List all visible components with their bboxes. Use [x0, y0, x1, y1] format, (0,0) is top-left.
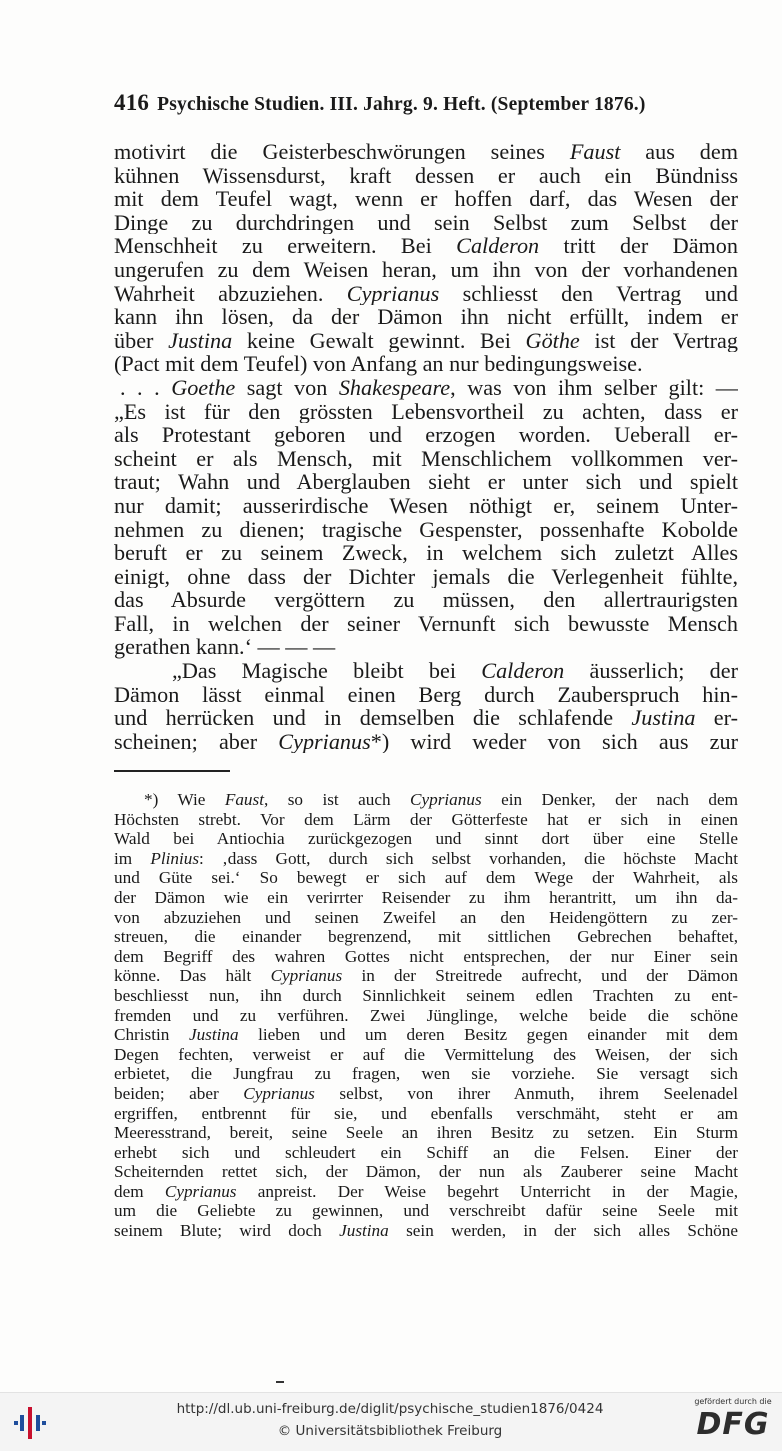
footnote-line: der Dämon wie ein verirrter Reisender zu ihm herantritt, um ihn da-: [114, 887, 738, 907]
text-line: gerathen kann.‘ — — —: [114, 635, 336, 660]
text-line: traut; Wahn und Aberglauben sieht er unter sich und spielt: [114, 470, 738, 494]
footnote-line: erhebt sich und schleudert ein Schiff an die Felsen. Einer der: [114, 1142, 738, 1162]
footnote-line: beschliesst nun, ihn durch Sinnlichkeit seinem edlen Trachten zu ent-: [114, 985, 738, 1005]
text-line: Menschheit zu erweitern. Bei Calderon tritt der Dämon: [114, 234, 738, 258]
running-title: Psychische Studien. III. Jahrg. 9. Heft. (September 1876.): [157, 94, 646, 115]
text-line: scheinen; aber Cyprianus*) wird weder von sich aus zur: [114, 729, 738, 754]
footnote-line: könne. Das hält Cyprianus in der Streitrede aufrecht, und der Dämon: [114, 966, 738, 986]
footnote-line: beiden; aber Cyprianus selbst, von ihrer Anmuth, ihrem Seelenadel: [114, 1083, 738, 1103]
text-line: beruft er zu seinem Zweck, in welchem sich zuletzt Alles: [114, 541, 738, 565]
main-text: [114, 140, 738, 753]
footnote-line: ergriffen, entbrennt für sie, und ebenfalls verschmäht, steht er am: [114, 1103, 738, 1123]
text-line: über Justina keine Gewalt gewinnt. Bei Göthe ist der Vertrag: [114, 328, 738, 353]
text-line: (Pact mit dem Teufel) von Anfang an nur bedingungsweise.: [114, 352, 643, 376]
footnote-line: erbietet, die Jungfrau zu fragen, wen sie vorziehe. Sie versagt sich: [114, 1064, 738, 1084]
copyright-notice: © Universitätsbibliothek Freiburg: [277, 1423, 503, 1439]
footnote-line: im Plinius: ‚dass Gott, durch sich selbst vorhanden, die höchste Macht: [114, 848, 738, 868]
page-mark: [276, 1381, 284, 1383]
footnote-line: um die Geliebte zu gewinnen, und verschreibt dafür seine Seele mit: [114, 1201, 738, 1221]
text-line: kann ihn lösen, da der Dämon ihn nicht erfüllt, indem er: [114, 305, 738, 329]
footnote-line: streuen, die einander begrenzend, mit sittlichen Gebrechen behaftet,: [114, 927, 738, 947]
footnote-line: dem Begriff des wahren Gottes nicht entsprechen, der nur Einer sein: [114, 946, 738, 966]
footnote-line: Christin Justina lieben und um deren Besitz gegen einander mit dem: [114, 1025, 738, 1045]
footnote-line: Scheiternden rettet sich, der Dämon, der nun als Zauberer seine Macht: [114, 1162, 738, 1182]
running-header: [114, 90, 738, 116]
footnote: [114, 790, 738, 1241]
footnote-line: fremden und zu verführen. Zwei Jünglinge, welche beide die schöne: [114, 1005, 738, 1025]
footnote-line: und Güte sei.‘ So bewegt er sich auf dem Wege der Wahrheit, als: [114, 868, 738, 888]
text-line: nur damit; ausserirdische Wesen nöthigt er, seinem Unter-: [114, 493, 738, 518]
footnote-separator: [114, 770, 230, 772]
text-line: „Das Magische bleibt bei Calderon äusserlich; der: [172, 659, 738, 683]
funding-note: gefördert durch die: [694, 1397, 772, 1406]
footnote-line: Höchsten strebt. Vor dem Lärm der Götterfeste hat er sich in einen: [114, 809, 738, 829]
footnote-line: seinem Blute; wird doch Justina sein werden, in der sich alles Schöne: [114, 1221, 738, 1241]
text-line: . . . Goethe sagt von Shakespeare, was von ihm selber gilt: —: [120, 375, 738, 400]
text-line: kühnen Wissensdurst, kraft dessen er auch ein Bündniss: [114, 163, 738, 188]
footnote-line: dem Cyprianus anpreist. Der Weise begehrt Unterricht in der Magie,: [114, 1181, 738, 1201]
text-line: scheint er als Mensch, mit Menschlichem vollkommen ver-: [114, 446, 738, 471]
text-line: mit dem Teufel wagt, wenn er hoffen darf, das Wesen der: [114, 187, 738, 211]
dfg-logo: DFG: [696, 1407, 770, 1442]
text-line: das Absurde vergöttern zu müssen, den allertraurigsten: [114, 588, 738, 612]
page-number: 416: [114, 90, 150, 115]
text-line: Dinge zu durchdringen und sein Selbst zum Selbst der: [114, 210, 738, 235]
footnote-line: von abzuziehen und seinen Zweifel an den Heidengöttern zu zer-: [114, 907, 738, 927]
library-logo-icon: [10, 1403, 50, 1443]
footnote-line: Wald bei Antiochia zurückgezogen und sinnt dort über eine Stelle: [114, 829, 738, 849]
footnote-line: *) Wie Faust, so ist auch Cyprianus ein Denker, der nach dem: [144, 790, 738, 809]
footnote-line: Degen fechten, verweist er auf die Vermittelung des Weisen, der sich: [114, 1044, 738, 1064]
text-line: als Protestant geboren und erzogen worden. Ueberall er-: [114, 423, 738, 447]
text-line: und herrücken und in demselben die schlafende Justina er-: [114, 706, 738, 730]
text-line: Wahrheit abzuziehen. Cyprianus schliesst den Vertrag und: [114, 281, 738, 306]
text-line: einigt, ohne dass der Dichter jemals die Verlegenheit fühlte,: [114, 564, 738, 589]
text-line: Dämon lässt einmal einen Berg durch Zauberspruch hin-: [114, 682, 738, 707]
source-url-link[interactable]: http://dl.ub.uni-freiburg.de/diglit/psychische_studien1876/0424: [176, 1401, 604, 1417]
text-line: „Es ist für den grössten Lebensvortheil zu achten, dass er: [114, 399, 738, 424]
footnote-line: Meeresstrand, bereit, seine Seele an ihren Besitz zu setzen. Ein Sturm: [114, 1123, 738, 1143]
viewer-footer: [0, 1392, 782, 1451]
text-line: ungerufen zu dem Weisen heran, um ihn von der vorhandenen: [114, 257, 738, 282]
text-line: nehmen zu dienen; tragische Gespenster, possenhafte Kobolde: [114, 517, 738, 542]
text-line: Fall, in welchen der seiner Vernunft sich bewusste Mensch: [114, 611, 738, 636]
text-line: motivirt die Geisterbeschwörungen seines Faust aus dem: [114, 140, 738, 164]
